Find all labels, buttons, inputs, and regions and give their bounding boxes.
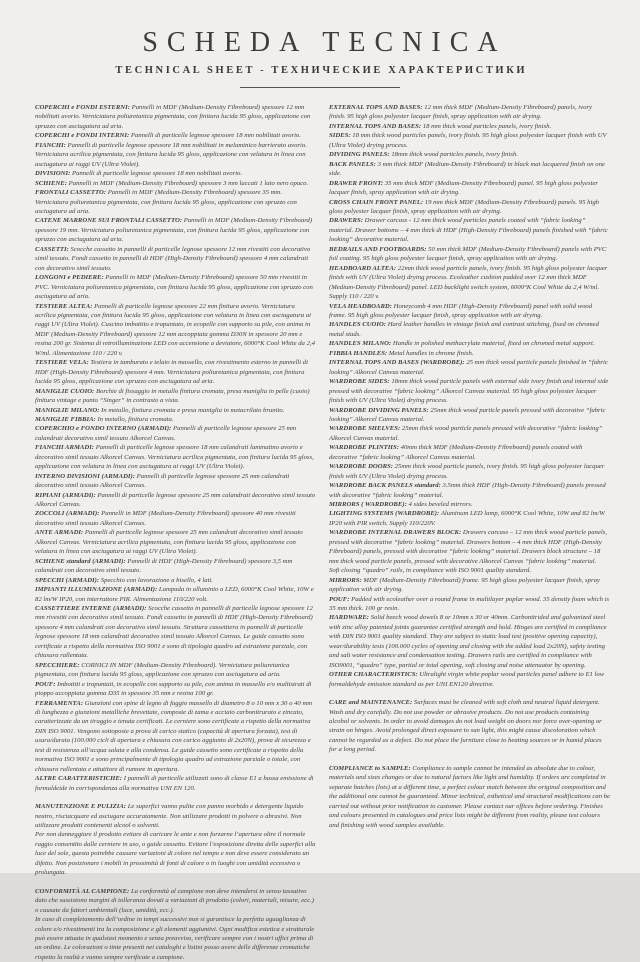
spec-section [329, 595, 610, 614]
section-title: WARDROBE SHELVES: [329, 425, 401, 433]
section-title: RIPIANI (ARMADI): [35, 491, 96, 499]
spec-section [35, 302, 316, 359]
section-text: 4 sides beveled mirrors. [408, 501, 473, 509]
section-title: CATENE MARRONE SUI FRONTALI CASSETTO: [35, 217, 183, 225]
content-columns [0, 88, 640, 962]
section-title: HEADBOARD ALTEA: [329, 264, 397, 272]
spec-section [329, 160, 610, 179]
section-text: 3 mm thick MDF (Medium-Density Fibreboard) in black mat lacquered finish on one side. [329, 160, 605, 178]
spec-section [35, 273, 316, 301]
spec-section [35, 528, 316, 556]
section-text: Pannelli di particelle legnose spessore 18 mm calandrati laminatino avorio e decorativo simil tessuto Alkorcel Canvas. Verniciatura acrilica pigmentata, con finitura lucida 95 gloss, applicazione con velatura in linea con asciugatura ai raggi UV (Ultra Violet). [35, 444, 314, 471]
spec-section [329, 216, 610, 244]
section-title: BACK PANELS: [329, 160, 376, 168]
section-title: COPERCHI e FONDI ESTERNI: [35, 104, 130, 111]
section-title: FIANCHI ARMADI: [35, 444, 95, 452]
section-text: 25mm thick wood particle panels pressed with decorative “fabric looking” Alkorcel Canvas material. [329, 406, 606, 423]
section-title: HANDLES MILANO: [329, 340, 392, 348]
section-title: COPERCHIO e FONDO INTERNO (ARMADI): [35, 425, 172, 433]
section-title: BEDRAILS AND FOOTBOARDS: [329, 245, 427, 253]
section-text: Pannelli di particelle legnose spessore 22 mm finitura avorio. Verniciatura acrilica pigmentata, con finitura lucida 95 gloss, applicazione con velatura in linea con asciugatura ai raggi UV (Ultra Violet). Cuscino imbottito e trapuntato, in ecopelle con supporto su pile, con anima in MDF (Medium-Density Fibreboard) spessore 12 mm accoppiata gomma D30N in spessore 20 mm e resina 200 gr. Sistema di retroilluminazione LED con accensione a deviatore, 6000°K Cool White da 2,4 W/ml. Alimentazione 110 / 220 v. [35, 302, 315, 357]
section-title: POUF: [35, 680, 56, 688]
section-title: MANUTENZIONE E PULIZIA: [35, 803, 127, 811]
section-text: 50 mm thick MDF (Medium-Density Fibreboard) panels with PVC foil coating. 95 high gloss polyester lacquer finish, spray application with air drying. [329, 245, 607, 263]
section-title: ZOCCOLI (ARMADI): [35, 510, 100, 518]
section-title: CASSETTI: [35, 245, 69, 253]
spec-section [35, 103, 316, 131]
spec-section [329, 613, 610, 670]
section-title: COMPLIANCE to SAMPLE: [329, 764, 411, 772]
spec-section [35, 509, 316, 528]
spec-section [329, 481, 610, 500]
spec-section [35, 699, 316, 775]
section-title: INTERNO DIVISIONI (ARMADI): [35, 472, 135, 480]
spec-section [329, 528, 610, 575]
section-text: CORNICI IN MDF (Medium-Density Fibreboard). Verniciatura poliuretanica pigmentata, con finitura lucida 95 gloss, applicazione con spruzzo con asciugatura ad aria. [35, 661, 290, 679]
section-text: Pannelli in MDF (Medium-Density Fibreboard) spessore 12 mm nobilitati avorio. Verniciatura poliuretanica pigmentata, con finitura lucida 95 gloss, applicazione con spruzzo con asciugatura ad aria. [35, 104, 311, 130]
spec-section [35, 576, 316, 585]
section-text: Testiera in tamburato e telaio in massello, con rivestimento esterno in pannelli di HDF (High-Density Fibreboard) spessore 4 mm. Verniciatura poliuretanica pigmentata, con finitura lucida 95 gloss, applicazione con spruzzo con asciugatura ad aria. [35, 359, 309, 386]
section-text: Pannelli in MDF (Medium-Density Fibreboard) spessore 50 mm rivestiti in PVC. Verniciatura poliuretanica pigmentata, con finitura lucida 95 gloss, applicazione con spruzzo con asciugatura ad aria. [35, 274, 313, 301]
section-text: Pannelli di particelle legnose spessore 25 mm calandrati decorativo simil tessuto Alkorcel Canvas. [35, 425, 297, 442]
section-title: OTHER CHARACTERISTICS: [329, 671, 418, 679]
spec-section [35, 179, 316, 188]
section-text: 25mm thick wood particle panels pressed with decorative “fabric looking” Alkorcel Canvas material. [329, 425, 603, 442]
spec-section [329, 122, 610, 131]
section-text: Drawer carcass - 12 mm thick wood particles panels coated with “fabric looking” material. Drawer bottoms – 4 mm thick di HDF (High-Density Fibreboard) panels finished with “fabric looking” decorative material. [329, 217, 608, 244]
section-title: MIRRORS ( WARDROBE): [329, 501, 407, 509]
section-title: FRONTALI CASSETTO: [35, 189, 107, 197]
section-title: MANIGLIE MILANO: [35, 406, 100, 414]
spec-section [35, 358, 316, 386]
section-text: 25mm thick wood particle panels, ivory finish. 95 high gloss polyester lacquer finish with UV (Ultra Violet) drying process. [329, 463, 605, 480]
section-text: Pannelli di particelle legnose spessore 18 mm nobilitati avorio. [130, 132, 301, 140]
section-title: FIANCHI: [35, 141, 66, 149]
spec-section [35, 472, 316, 491]
section-title: MIRRORS: [329, 576, 362, 584]
spec-section [35, 443, 316, 471]
section-title: WARDROBE SIDES: [329, 378, 390, 386]
section-text: Pannelli di particelle legnose spessore 25 mm calandrati decorativo simil tessuto Alkorcel Canvas. [35, 472, 290, 490]
section-title: DRAWER FRONT: [329, 179, 384, 187]
section-text: Lampada in alluminio a LED, 6000°K Cool White, 10W e 82 lm/W IP20, con interruttore PIR. Alimentazione 110/220 volt. [35, 586, 314, 603]
left-column [35, 103, 316, 962]
section-text: Ultralight virgin white poplar wood particles panel adhere to E1 low formaldehyde emission standard as per UNI EN120 directive. [329, 671, 605, 688]
page-title: SCHEDA TECNICA [142, 27, 507, 58]
section-title: MANIGLIE FIBBIA: [35, 415, 96, 423]
section-title: WARDROBE BACK PANELS standard: [329, 482, 441, 490]
section-text: 40mm thick MDF (Medium-Density Fibreboard) panels coated with decorative “fabric looking” Alkorcel Canvas material. [329, 444, 583, 461]
spec-section [329, 198, 610, 217]
spec-section [35, 557, 316, 576]
section-title: CASSETTIERE INTERNE (ARMADI): [35, 605, 147, 613]
spec-section [329, 150, 610, 159]
section-text: 3.5mm thick HDF (High-Density Fibreboard) panels pressed with decorative “fabric looking” material. [329, 482, 606, 499]
spec-section [35, 245, 316, 273]
spec-section [35, 680, 316, 699]
section-text: Aluminum LED lamp, 6000°K Cool White, 10W and 82 lm/W IP20 with PIR switch. Supply 110/220V. [329, 510, 605, 527]
section-title: ANTE ARMADI: [35, 529, 84, 537]
section-title: TESTIERE VELA: [35, 359, 89, 367]
section-title: WARDROBE DIVIDING PANELS: [329, 406, 429, 414]
section-title: DRAWERS: [329, 217, 363, 225]
section-text: Giunzioni con spine di legno di faggio massello di diametro 8 o 10 mm x 30 o 40 mm di lunghezza e giunzioni metalliche brevettate, composte di zama e acciaio carbonitrurato e zincato, caratterizzate da un tiraggio e tenuta certificati. Le cerniere sono certificate a rispetto della normativa DIN ISO 9001. Vengono sottoposte a prova di carico statico (capacità di apertura forzata), test di usura/durata (100.000 cicli di apertura e chiusura con carico aggiunto di 2x20N), prova di sicurezza e test di resistenza all’acqua salata e alla condensa. Le guide cassetto sono certificate a rispetto della normativa ISO 9001 e sono principalmente di tipologia quadro ad estrazione parziale o totale, con chiusura rallentata e attutitore di rumore in apertura. [35, 699, 313, 773]
spec-section [329, 670, 610, 689]
spec-section [35, 131, 316, 140]
spec-section [35, 415, 316, 424]
section-text: 25 mm thick wood particle panels finished in “fabric looking” Alkorcel Canvas material. [329, 359, 608, 376]
spec-section [329, 509, 610, 528]
section-title: CONFORMITÀ AL CAMPIONE: [35, 887, 130, 895]
section-title: WARDROBE PLINTHS: [329, 444, 399, 452]
section-text: 18 mm thick wood particles panels, ivory finish. 95 high gloss polyester lacquer finish with UV (Ultra Violet) drying process. [329, 132, 607, 149]
section-title: SCHIENE: [35, 179, 67, 187]
spec-section [35, 604, 316, 661]
section-title: COPERCHI e FONDI INTERNI: [35, 132, 130, 140]
spec-section [329, 179, 610, 198]
section-text: Pannelli di particelle legnose spessore 18 mm nobilitati avorio. [71, 170, 243, 178]
section-title: INTERNAL TOPS AND BASES (WARDROBE): [329, 359, 465, 367]
right-column [329, 103, 610, 962]
page-header [0, 0, 640, 88]
section-title: SPECCHI (ARMADI): [35, 576, 100, 584]
section-text: In metallo, finitura cromata. [97, 415, 174, 423]
section-text: Le superfici vanno pulite con panno morbido e detergente liquido neutro, risciacquare ed asciugare accuratamente. Non utilizzare prodotti in polvere o abrasivi. Non utilizzare prodotti contenenti alcool o solventi. Per non danneggiare il prodotto evitare di caricare le ante e non forzarne l’apertura oltre il normale raggio consentito dalle cerniere in uso, o guide cassetto. Evitare l’esposizione diretta delle superfici alla luce del sole, questa potrebbe causare variazioni di colore nel tempo e non deve essere considerato un difetto. Non posizionare i mobili in prossimità di fonti di calore o in luoghi con umidità eccessiva o prolungata. [35, 803, 316, 877]
section-text: 18 mm thick wood particles panels, ivory finish. [422, 122, 552, 130]
section-text: Compliance to sample cannot be intended as absolute due to colour, materials and sizes changes or due to natural factors like light and humidity. If orders are completed in separate batches (lots) at a different time, a perfect colour match between the original composition and the additional one cannot be guaranteed. Minor technical, esthetical and structural modifications can be carried out without prior notification to customer. Please contact our offices before ordering. Finishes and colours presented in catalogues and price lists might be different from reality, please test colours and finishing with wood samples available. [329, 764, 611, 829]
spec-section [35, 585, 316, 604]
section-text: Metal handles in chrome finish. [388, 349, 474, 357]
spec-section [329, 320, 610, 339]
spec-section [329, 103, 610, 122]
section-text: Hard leather handles in vintage finish and contrast stitching, fixed on chromed metal studs. [329, 321, 599, 338]
section-title: HANDLES CUOIO: [329, 321, 387, 329]
spec-section [35, 887, 316, 962]
section-text: Imbottiti e trapuntati, in ecopelle con supporto su pile, con anima in massello e/o multistrati di pioppo accoppiata gomma D35 in spessore 35 mm e resina 100 gr. [35, 680, 312, 698]
section-title: TESTIERE ALTEA: [35, 302, 93, 310]
section-title: DIVISIONI: [35, 170, 71, 178]
spec-section [35, 802, 316, 878]
section-text: Pannelli in MDF (Medium-Density Fibreboard) spessore 40 mm rivestiti decorativo simil tessuto Alkorcel Canvas. [35, 510, 296, 527]
section-text: Surfaces must be cleaned with soft cloth and neutral liquid detergent. Wash and dry carefully. Do not use powder or abrasive products. Do not use products containing alcohol or solvents. In order to avoid damages do not load weight on doors nor force over-opening or strain on hinges. Avoid prolonged direct exposure to sun light, this might cause discoloration which cannot be regarded as a defect. Do not place the furniture close to heating sources or in humid places for a long period. [329, 699, 602, 754]
section-text: Pannelli in MDF (Medium-Density Fibreboard) spessore 35 mm. Verniciatura poliuretanica pigmentata, con finitura lucida 95 gloss, applicazione con spruzzo con asciugatura ad aria. [35, 189, 297, 215]
spec-section [329, 339, 610, 348]
section-title: SPECCHIERE: [35, 661, 80, 669]
spec-section [329, 349, 610, 358]
section-title: WARDROBE INTERNAL DRAWERS BLOCK: [329, 529, 462, 537]
spec-section [329, 302, 610, 321]
section-text: MDF (Medium-Density Fibreboard) frame. 95 high gloss polyester lacquer finish, spray application with air drying. [329, 576, 600, 594]
section-text: Pannelli in MDF (Medium-Density Fibreboard) spessore 3 mm laccati 1 lato nero opaco. [68, 179, 309, 187]
spec-section [35, 661, 316, 680]
section-title: HARDWARE: [329, 614, 370, 622]
section-title: FERRAMENTA: [35, 699, 83, 707]
spec-section [329, 264, 610, 302]
section-title: SCHIENE standard (ARMADI): [35, 557, 126, 565]
section-title: CARE and MAINTENANCE: [329, 699, 413, 707]
section-text: Honeycomb 4 mm HDF (High-Density Fibreboard) panel with solid wood frame. 95 high gloss polyester lacquer finish, spray application with air drying. [329, 302, 593, 319]
section-title: EXTERNAL TOPS AND BASES: [329, 104, 423, 111]
section-title: ALTRE CARATTERISTICHE: [35, 775, 123, 783]
spec-section [35, 141, 316, 169]
section-text: 18mm thick wood particles panels, ivory finish. [391, 151, 518, 159]
section-title: DIVIDING PANELS: [329, 151, 390, 159]
section-text: Padded with ecoleather over a round frame in multilayer poplar wood. 35 density foam which is 35 mm thick. 100 gr resin. [329, 595, 610, 613]
section-text: Solid beech wood dowels 8 or 10mm x 30 or 40mm. Carbonitrided and galvanized steel with zinc alloy patented joints guarantee certified strength and hold. Hinges are certified in compliance with DIN ISO 9001 quality standard. They are subject to static load test (positive opening capacity), wear/durability tests (100.000 cycles of opening and closing with the added load 2x20N), safety testing and salt water resistance and condensation testing. Drawers rails are certified in compliance with ISO9001, “quadro” type, partial or total opening, soft closing and noise attenuator by opening. [329, 614, 607, 669]
spec-section [329, 377, 610, 405]
spec-section [329, 698, 610, 755]
section-text: Specchio con lavorazione a bisello, 4 lati. [100, 576, 213, 584]
section-title: POUF: [329, 595, 350, 603]
section-text: Pannelli di HDF (High-Density Fibreboard) spessore 3,5 mm calandrati con decorativo simil tessuto. [35, 557, 293, 575]
spec-section [329, 358, 610, 377]
section-text: Scocche cassetto in pannelli di particelle legnose spessore 12 mm rivestiti con decorativo simil tessuto. Fondi cassetto in pannelli di HDF (High-Density Fibreboard) spessore 4 mm calandrati con decorativo simil tessuto. [35, 245, 311, 272]
spec-section [329, 131, 610, 150]
spec-section [329, 500, 610, 509]
section-title: IMPIANTI ILLUMINAZIONE (ARMADI): [35, 586, 158, 594]
section-title: SIDES: [329, 132, 351, 140]
section-title: MANIGLIE CUOIO: [35, 387, 95, 395]
section-text: In metallo, finitura cromata e presa maniglia in metacrilato brunito. [101, 406, 285, 414]
spec-section [35, 491, 316, 510]
section-title: INTERNAL TOPS AND BASES: [329, 122, 422, 130]
spec-section [329, 576, 610, 595]
spec-section [35, 169, 316, 178]
section-title: VELA HEADBOARD: [329, 302, 392, 310]
section-text: 19 mm thick MDF (Medium-Density Fibreboard) panels. 95 high gloss polyester lacquer finish, spray application with air drying. [329, 198, 600, 215]
spec-section [35, 387, 316, 406]
spec-section [329, 245, 610, 264]
section-title: LIGHTING SYSTEMS (WARDROBE): [329, 510, 440, 518]
section-title: FIBBIA HANDLES: [329, 349, 388, 357]
section-text: Pannelli di particelle legnose spessore 25 mm calandrati decorativo simil tessuto Alkorcel Canvas. [35, 491, 316, 509]
section-text: 22mm thick wood particle panels, ivory finish. 95 high gloss polyester lacquer finish with UV (Ultra Violet) drying process. Ecoleather cushion padded over 12 mm thick MDF (Medium-Density Fibreboard) panel. LED backlight switch system, 6000°K Cool White da 2,4 W/ml. Supply 110 / 220 v. [329, 264, 608, 301]
section-text: 35 mm thick MDF (Medium-Density Fibreboard) panel. 95 high gloss polyester lacquer finish, spray application with air drying. [329, 179, 599, 197]
spec-section [329, 462, 610, 481]
section-text: I pannelli di particelle utilizzati sono di classe E1 a bassa emissione di formaldeide in corrispondenza alla normativa UNI EN 120. [35, 775, 314, 792]
section-text: 12 mm thick MDF (Medium-Density Fibreboard) panels, ivory finish. 95 high gloss polyester lacquer finish, spray application with air drying. [329, 104, 593, 121]
section-title: CROSS CHAIN FRONT PANEL: [329, 198, 424, 206]
section-text: Borchie di fissaggio in metallo finitura cromata, presa maniglia in pelle (cuoio) finitura vintage e punto “Singer” in contrasto a vista. [35, 387, 310, 405]
section-text: Handle in polished methacrylate material, fixed on chromed metal support. [392, 340, 595, 348]
spec-section [329, 764, 610, 830]
section-text: Pannelli di particelle legnose spessore 18 mm nobilitati in melaminico barrierato avorio. Verniciatura acrilica pigmentata, con finitura lucida 95 gloss, applicazione con velatura in linea con asciugatura ai raggi UV (Ultra Violet). [35, 141, 307, 168]
page-subtitle: TECHNICAL SHEET - ТЕХНИЧЕСКИЕ ХАРАКТЕРИСТИКИ [115, 65, 528, 76]
spec-section [35, 774, 316, 793]
section-title: WARDROBE DOORS: [329, 463, 393, 471]
spec-section [35, 424, 316, 443]
section-text: 18mm thick wood particle panels with external side ivory finish and internal side pressed with decorative “fabric looking” Alkorcel Canvas material. 95 high gloss polyester lacquer finish with UV (Ultra Violet) drying process. [329, 378, 609, 405]
spec-section [35, 216, 316, 244]
spec-section [329, 443, 610, 462]
section-text: La conformità al campione non deve intendersi in senso tassativo dato che sussistono margini di tolleranza dovuti a variazioni di prodotto (colori, materiali, misure, ecc.) o causate da fattori ambientali (luce, umidità, ecc.). In caso di completamento dell’ordine in tempi successivi non si garantisce la perfetta aguaglianza di colore e/o rivestimenti tra la composizione e gli elementi aggiuntivi. Ogni modifica estetica e strutturale può essere attuata in qualsiasi momento e senza preavviso, verificare sempre con i nostri uffici prima di un ordine. Le colorazioni o tinte presenti nei cataloghi e listini posso avere delle differenze cromatiche rispetto la realtà e vanno sempre verificate a campione. [35, 887, 315, 961]
spec-section [35, 188, 316, 216]
section-text: Pannelli in MDF (Medium-Density Fibreboard) spessore 19 mm. Verniciatura poliuretanica pigmentata, con finitura lucida 95 gloss, applicazione con spruzzo con asciugatura ad aria. [35, 217, 313, 244]
section-text: Drawers carcass – 12 mm thick wood particle panels, pressed with decorative “fabric looking” material. Drawers bottom – 4 mm thick HDF (High-Density Fibreboard) panels, pressed with decorative “fabric looking” material. Drawers block structure – 18 mm thick wood particle panels, pressed with decorative Alkorcel Canvas “fabric looking” material. Soft closing “quadro” rails, in compliance with ISO 9001 quality standard. [329, 529, 607, 575]
spec-section [329, 424, 610, 443]
spec-section [35, 406, 316, 415]
spec-section [329, 406, 610, 425]
section-text: Pannelli di particelle legnose spessore 25 mm calandrati decorativo simil tessuto Alkorcel Canvas. Verniciatura acrilica pigmentata, con finitura lucida 95 gloss, applicazione con velatura in linea con asciugatura ai raggi UV (Ultra Violet). [35, 529, 303, 556]
section-text: Scocche cassetto in pannelli di particelle legnose spessore 12 mm rivestiti con decorativo simil tessuto. Fondi cassetto in pannelli di HDF (High-Density Fibreboard) spessore 4 mm calandrati con decorativo simil tessuto. Struttura cassettiera in pannelli di particelle legnose spessore 18 mm calandrati decorativo simil tessuto Alkorcel Canvas. Le guide cassetto sono certificate a rispetto della normativa ISO 9001 e sono di tipologia quadro ad estrazione parziale, con chiusura rallentata. [35, 605, 313, 660]
section-title: LONGONI e PEDIERE: [35, 274, 104, 282]
